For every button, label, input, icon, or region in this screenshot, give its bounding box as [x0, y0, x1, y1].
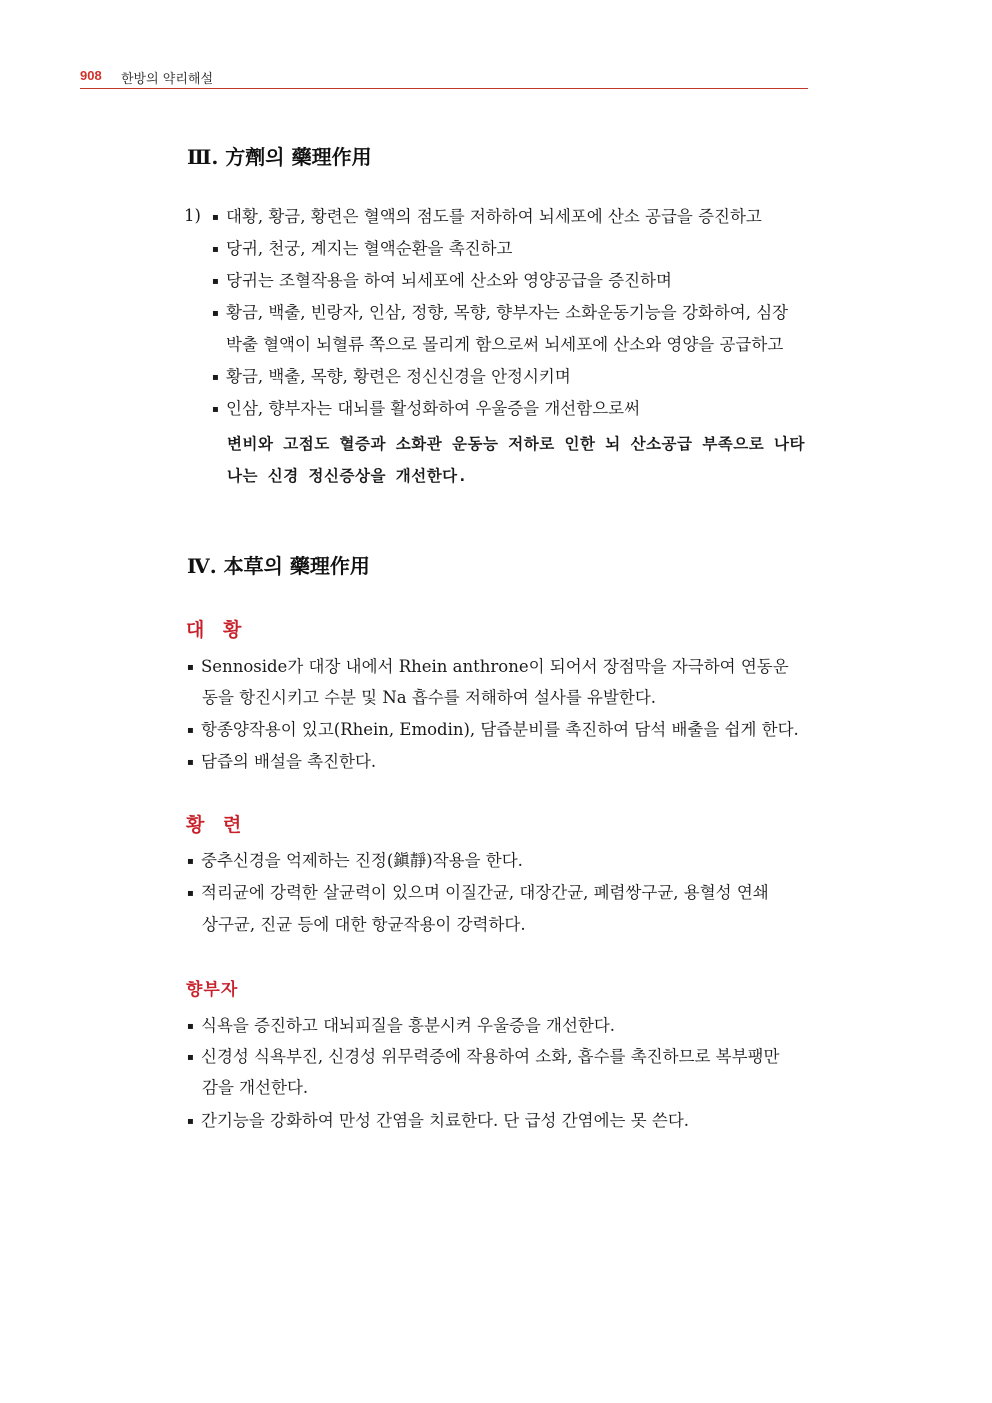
list-item: ▪ 식욕을 증진하고 대뇌피질을 흥분시켜 우울증을 개선한다. [187, 1016, 616, 1035]
bullet-icon: ▪ [187, 725, 194, 736]
list-item-continuation: 상구균, 진균 등에 대한 항균작용이 강력하다. [202, 915, 526, 934]
bullet-icon: ▪ [187, 1021, 194, 1032]
list-item: ▪ 적리균에 강력한 살균력이 있으며 이질간균, 대장간균, 폐렴쌍구균, 용혈성 연쇄 [187, 883, 769, 902]
bullet-icon: ▪ [187, 888, 194, 899]
list-item: ▪ 항종양작용이 있고(Rhein, Emodin), 담즙분비를 촉진하여 담석 배출을 쉽게 한다. [187, 720, 799, 739]
bullet-icon: ▪ [212, 404, 219, 415]
herb-title-hyangbuja: 향부자 [186, 980, 239, 1000]
bullet-icon: ▪ [212, 244, 219, 255]
page-number: 908 [80, 68, 102, 83]
list-item-continuation: 감을 개선한다. [202, 1078, 309, 1097]
list-item: ▪ 황금, 백출, 빈랑자, 인삼, 정향, 목향, 향부자는 소화운동기능을 강화하여, 심장 [212, 303, 789, 322]
list-item: ▪ 간기능을 강화하여 만성 간염을 치료한다. 단 급성 간염에는 못 쓴다. [187, 1111, 690, 1130]
list-item-continuation: 동을 항진시키고 수분 및 Na 흡수를 저해하여 설사를 유발한다. [202, 688, 657, 707]
bullet-icon: ▪ [212, 276, 219, 287]
list-item: ▪ 중추신경을 억제하는 진정(鎭靜)작용을 한다. [187, 851, 523, 870]
page-header [80, 66, 808, 89]
bullet-icon: ▪ [212, 212, 219, 223]
list-item: ▪ 대황, 황금, 황련은 혈액의 점도를 저하하여 뇌세포에 산소 공급을 증진하고 [212, 207, 762, 226]
item-number: 1) [184, 206, 201, 225]
bullet-icon: ▪ [212, 372, 219, 383]
conclusion-line: 나는 신경 정신증상을 개선한다. [227, 467, 468, 485]
list-item-continuation: 박출 혈액이 뇌혈류 쪽으로 몰리게 함으로써 뇌세포에 산소와 영양을 공급하고 [226, 335, 784, 354]
list-item: ▪ 당귀, 천궁, 계지는 혈액순환을 촉진하고 [212, 239, 513, 258]
running-title: 한방의 약리해설 [121, 72, 214, 87]
herb-title-daehwang: 대 황 [186, 619, 248, 641]
bullet-icon: ▪ [187, 662, 194, 673]
list-item: ▪ Sennoside가 대장 내에서 Rhein anthrone이 되어서 장점막을 자극하여 연동운 [187, 657, 789, 676]
list-item: ▪ 황금, 백출, 목향, 황련은 정신신경을 안정시키며 [212, 367, 571, 386]
herb-title-hwangryeon: 황 련 [186, 814, 248, 836]
list-item: ▪ 담즙의 배설을 촉진한다. [187, 752, 377, 771]
bullet-icon: ▪ [212, 308, 219, 319]
list-item: ▪ 인삼, 향부자는 대뇌를 활성화하여 우울증을 개선함으로써 [212, 399, 641, 418]
bullet-icon: ▪ [187, 1052, 194, 1063]
list-item: ▪ 신경성 식욕부진, 신경성 위무력증에 작용하여 소화, 흡수를 촉진하므로 복부팽만 [187, 1047, 780, 1066]
section-3-title: Ⅲ. 方劑의 藥理作用 [187, 145, 372, 169]
section-4-title: Ⅳ. 本草의 藥理作用 [187, 554, 370, 578]
conclusion-line: 변비와 고점도 혈증과 소화관 운동능 저하로 인한 뇌 산소공급 부족으로 나타 [227, 435, 805, 453]
list-item: ▪ 당귀는 조혈작용을 하여 뇌세포에 산소와 영양공급을 증진하며 [212, 271, 672, 290]
bullet-icon: ▪ [187, 757, 194, 768]
bullet-icon: ▪ [187, 1116, 194, 1127]
bullet-icon: ▪ [187, 856, 194, 867]
